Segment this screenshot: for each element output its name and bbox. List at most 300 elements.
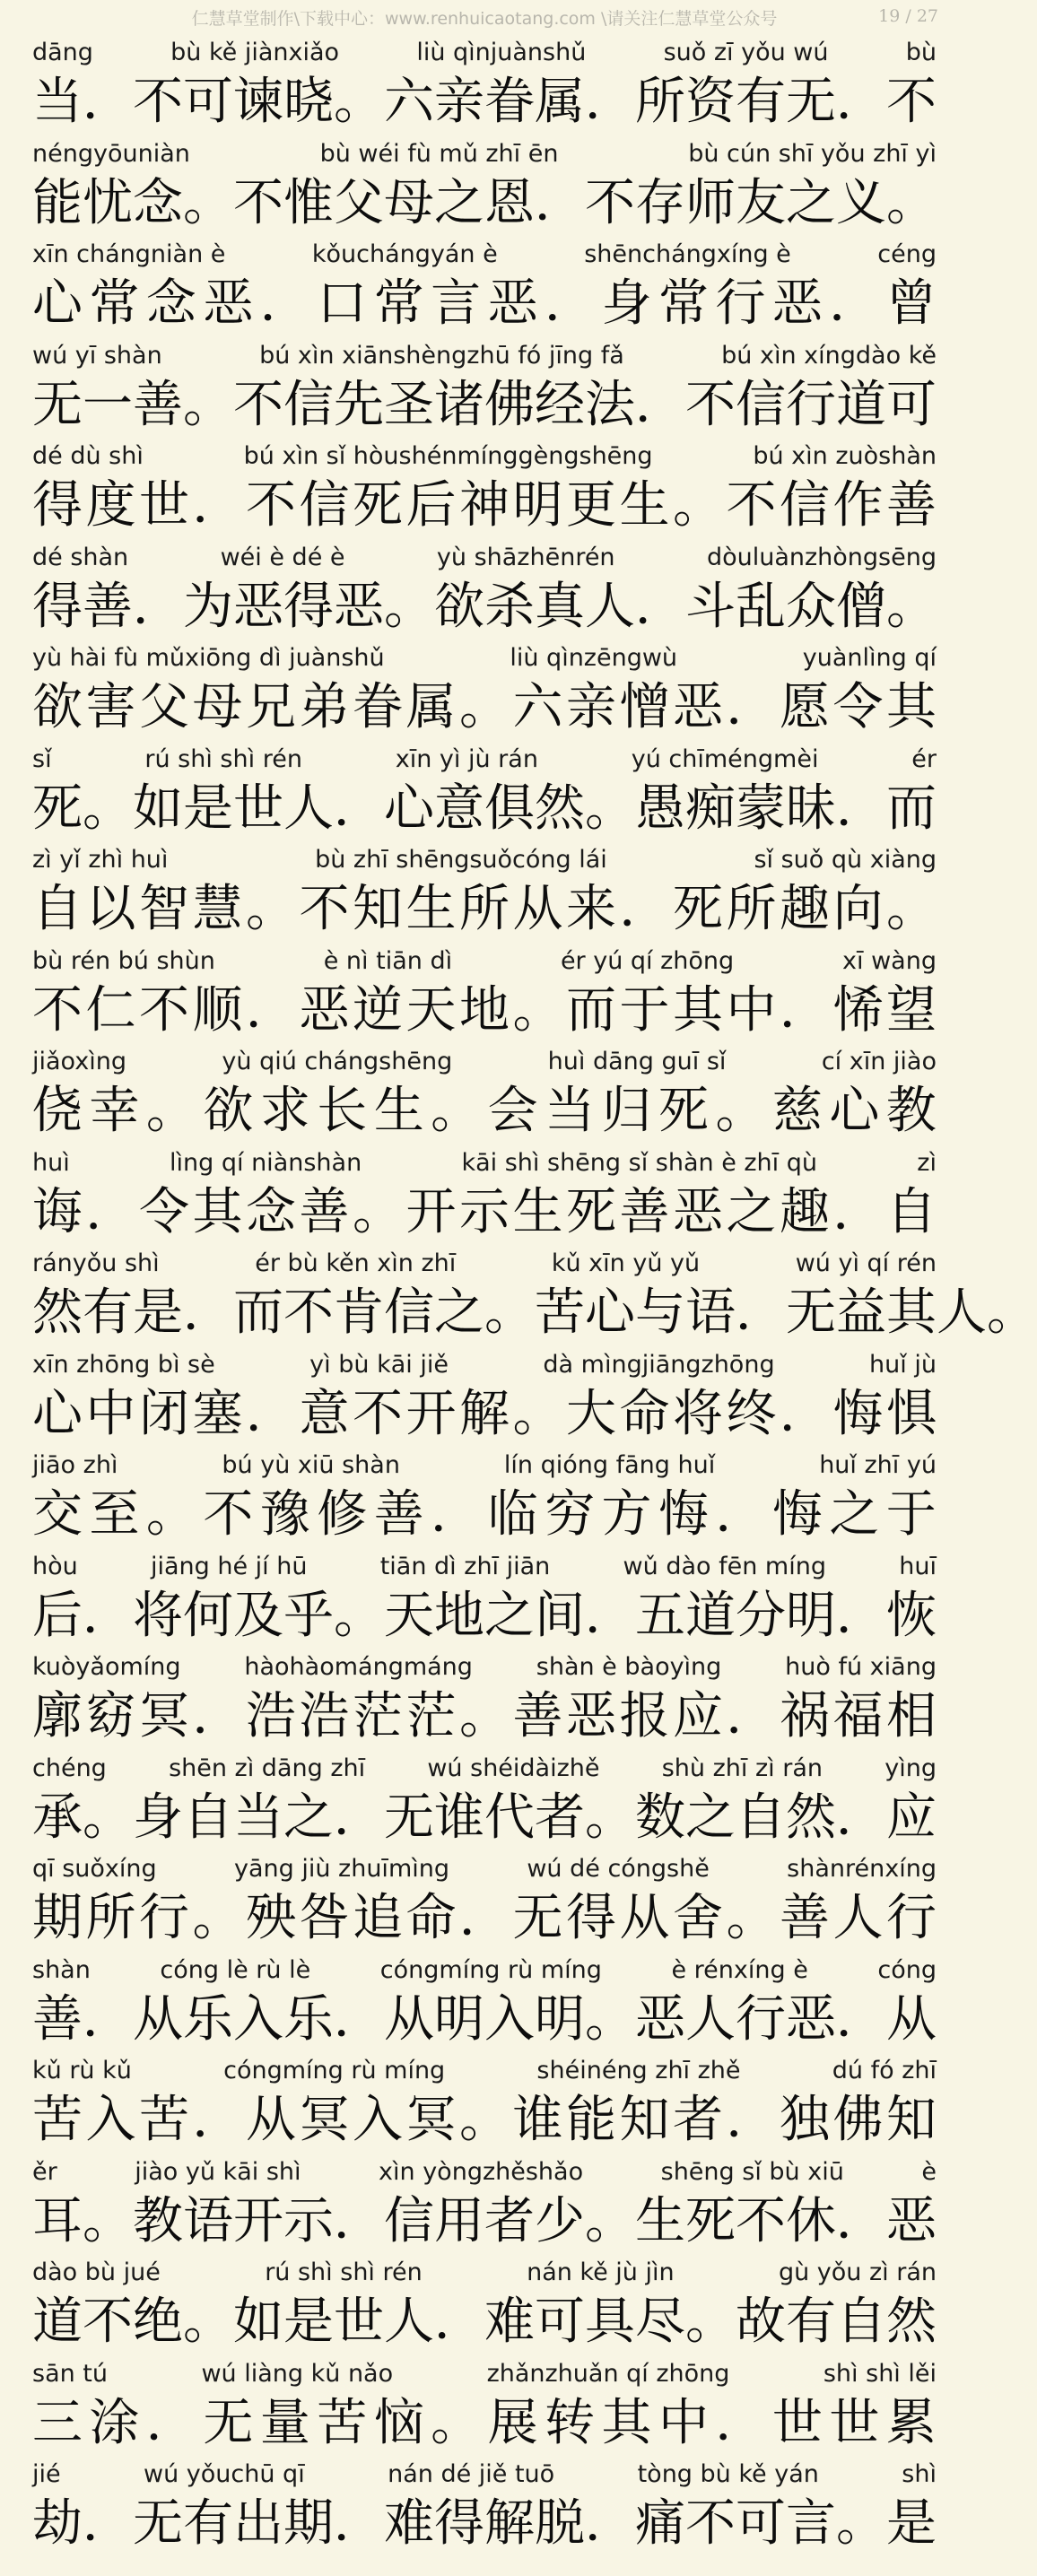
hanzi-char: 得 bbox=[32, 577, 83, 636]
hanzi-char: 将 bbox=[673, 1384, 723, 1443]
text-line bbox=[0, 1950, 969, 2051]
hanzi-char: 诸 bbox=[434, 375, 484, 434]
hanzi-char: 入 bbox=[484, 1989, 535, 2049]
hanzi-char: 侥 bbox=[32, 1082, 83, 1140]
pinyin-group: ěr bbox=[32, 2157, 57, 2186]
hanzi-char: 明 bbox=[535, 1989, 585, 2049]
hanzi-char: 求 bbox=[259, 1082, 310, 1140]
hanzi-char: 从 bbox=[886, 1989, 937, 2049]
hanzi-char: 大 bbox=[566, 1384, 616, 1443]
hanzi-char: 身 bbox=[133, 1788, 183, 1847]
hanzi-char: 开 bbox=[405, 1384, 457, 1443]
pinyin-group: huì dāng guī sǐ bbox=[547, 1048, 727, 1075]
hanzi-char: 故 bbox=[736, 2293, 786, 2351]
hanzi-char: 入 bbox=[233, 1989, 283, 2049]
hanzi-char: 惧 bbox=[886, 1384, 937, 1443]
pinyin-group: jié bbox=[32, 2460, 61, 2488]
hanzi-char: 俱 bbox=[484, 779, 535, 838]
hanzi-char: 自 bbox=[836, 2293, 886, 2351]
text-line bbox=[0, 134, 969, 235]
pinyin-group: dòuluànzhòngsēng bbox=[706, 543, 937, 571]
hanzi-char: 。 bbox=[512, 980, 563, 1040]
hanzi-char: 善 bbox=[512, 1687, 563, 1745]
hanzi-char: 从 bbox=[619, 1889, 670, 1947]
hanzi-char: 欲 bbox=[434, 577, 484, 636]
hanzi-char: 茫 bbox=[353, 1687, 403, 1745]
pinyin-group: bú yù xiū shàn bbox=[222, 1451, 400, 1479]
hanzi-char: 行 bbox=[886, 1889, 937, 1947]
hanzi-char: 承 bbox=[32, 1788, 83, 1847]
hanzi-char: 乱 bbox=[736, 577, 786, 636]
hanzi-char: 圣 bbox=[384, 375, 434, 434]
hanzi-char: 不 bbox=[233, 173, 283, 232]
hanzi-char: 明 bbox=[786, 1586, 836, 1645]
pinyin-group: nán dé jiě tuō bbox=[388, 2460, 555, 2488]
hanzi-char: 曾 bbox=[885, 274, 937, 333]
hanzi-char: 顺 bbox=[192, 980, 243, 1040]
hanzi-char: 信 bbox=[299, 476, 350, 535]
hanzi-char: 众 bbox=[786, 577, 836, 636]
pinyin-group: huī bbox=[899, 1552, 937, 1580]
hanzi-char: 是 bbox=[133, 1284, 183, 1342]
hanzi-char: 欲 bbox=[203, 1082, 254, 1140]
hanzi-char: ． bbox=[535, 173, 585, 232]
hanzi-char: 。 bbox=[484, 1284, 535, 1342]
pinyin-group: wú dé cóngshě bbox=[527, 1855, 710, 1883]
hanzi-char: 。 bbox=[459, 2091, 510, 2149]
hanzi-char: 劫 bbox=[32, 2494, 83, 2553]
hanzi-char: 穷 bbox=[545, 1485, 596, 1544]
text-line bbox=[0, 2454, 969, 2555]
hanzi-char: 三 bbox=[32, 2393, 83, 2452]
pinyin-group: cóng bbox=[877, 1955, 937, 1984]
hanzi-char: 兄 bbox=[246, 678, 296, 736]
hanzi-char: 之 bbox=[786, 173, 836, 232]
hanzi-row bbox=[32, 70, 937, 131]
pinyin-group: shì bbox=[902, 2460, 937, 2488]
hanzi-char: 不 bbox=[133, 73, 183, 131]
hanzi-char: 僧 bbox=[836, 577, 886, 636]
hanzi-char: 神 bbox=[459, 476, 510, 535]
hanzi-char: 行 bbox=[736, 1989, 786, 2049]
pinyin-group: bú xìn zuòshàn bbox=[753, 442, 937, 470]
hanzi-char: 经 bbox=[535, 375, 585, 434]
pinyin-group: huǐ jù bbox=[869, 1350, 937, 1379]
hanzi-row bbox=[32, 1483, 937, 1544]
hanzi-char: 。 bbox=[334, 1586, 384, 1645]
hanzi-char: 意 bbox=[434, 779, 484, 838]
hanzi-char: 母 bbox=[192, 678, 243, 736]
hanzi-char: 无 bbox=[384, 1788, 434, 1847]
hanzi-char: 。 bbox=[384, 577, 434, 636]
hanzi-char: ． bbox=[780, 980, 830, 1040]
hanzi-char: 无 bbox=[203, 2393, 254, 2452]
pinyin-group: wú yǒuchū qī bbox=[144, 2460, 305, 2488]
text-line bbox=[0, 1041, 969, 1143]
hanzi-char: ． bbox=[832, 1182, 884, 1241]
hanzi-char: 。 bbox=[886, 173, 937, 232]
hanzi-char: 仁 bbox=[85, 980, 136, 1040]
hanzi-char: 不 bbox=[726, 476, 777, 535]
hanzi-char: ． bbox=[836, 2191, 886, 2250]
text-line bbox=[0, 1345, 969, 1446]
hanzi-char: 其 bbox=[886, 1284, 937, 1342]
hanzi-char: ． bbox=[334, 2494, 384, 2553]
pinyin-group: bù kě jiànxiǎo bbox=[170, 39, 340, 66]
hanzi-char: 所 bbox=[85, 1889, 136, 1947]
hanzi-char: 长 bbox=[317, 1082, 368, 1140]
hanzi-char: 悔 bbox=[832, 1384, 884, 1443]
pinyin-group: bù rén bú shùn bbox=[32, 946, 215, 975]
hanzi-row bbox=[32, 2391, 937, 2452]
hanzi-char: 浩 bbox=[246, 1687, 296, 1745]
hanzi-char: 语 bbox=[685, 1284, 736, 1342]
hanzi-char: 间 bbox=[535, 1586, 585, 1645]
hanzi-char: ． bbox=[635, 375, 685, 434]
header-title: 仁慧草堂制作\下载中心：www.renhuicaotang.com \请关注仁慧草堂公众号 bbox=[191, 9, 778, 29]
hanzi-char: 无 bbox=[32, 375, 83, 434]
pinyin-group: wǔ dào fēn míng bbox=[623, 1552, 826, 1580]
hanzi-char: ． bbox=[585, 1586, 635, 1645]
hanzi-char: 累 bbox=[885, 2393, 937, 2452]
hanzi-char: 身 bbox=[601, 274, 652, 333]
hanzi-char: ． bbox=[585, 73, 635, 131]
pinyin-group: wú shéidàizhě bbox=[427, 1754, 600, 1782]
hanzi-char: 欲 bbox=[32, 678, 83, 736]
hanzi-char: ． bbox=[736, 1284, 786, 1342]
hanzi-char: 恶 bbox=[487, 274, 538, 333]
pinyin-group: jiāo zhì bbox=[32, 1451, 118, 1479]
hanzi-char: 之 bbox=[484, 1586, 535, 1645]
hanzi-char: 然 bbox=[535, 779, 585, 838]
hanzi-char: 世 bbox=[829, 2393, 880, 2452]
hanzi-char: 可 bbox=[535, 2293, 585, 2351]
pinyin-group: rányǒu shì bbox=[32, 1249, 160, 1277]
hanzi-char: 祸 bbox=[780, 1687, 830, 1745]
hanzi-char: ． bbox=[780, 1384, 830, 1443]
hanzi-char: 。 bbox=[83, 1788, 133, 1847]
hanzi-row bbox=[32, 979, 937, 1040]
hanzi-char: 开 bbox=[233, 2191, 283, 2250]
hanzi-char: ． bbox=[726, 1687, 777, 1745]
hanzi-char: 。 bbox=[585, 779, 635, 838]
hanzi-char: 从 bbox=[246, 2091, 296, 2149]
pinyin-group: zì yǐ zhì huì bbox=[32, 846, 169, 874]
hanzi-row bbox=[32, 373, 937, 434]
hanzi-char: 世 bbox=[233, 779, 283, 838]
pinyin-group: shēn zì dāng zhī bbox=[169, 1754, 366, 1782]
hanzi-char: 恶 bbox=[203, 274, 254, 333]
hanzi-char: 自 bbox=[886, 1182, 937, 1241]
hanzi-char: 晓 bbox=[283, 73, 334, 131]
text-line bbox=[0, 32, 969, 134]
pinyin-group: bù cún shī yǒu zhī yì bbox=[688, 139, 937, 168]
pinyin-group: céng bbox=[877, 240, 937, 268]
hanzi-char: 属 bbox=[535, 73, 585, 131]
hanzi-char: 地 bbox=[459, 980, 510, 1040]
hanzi-char: 脱 bbox=[535, 2494, 585, 2553]
hanzi-char: 行 bbox=[715, 274, 766, 333]
pinyin-group: è nì tiān dì bbox=[323, 946, 453, 975]
hanzi-char: 痴 bbox=[685, 779, 736, 838]
hanzi-char: ． bbox=[83, 1586, 133, 1645]
hanzi-char: 塞 bbox=[192, 1384, 243, 1443]
hanzi-char: 害 bbox=[85, 678, 136, 736]
hanzi-char: 念 bbox=[246, 1182, 296, 1241]
pinyin-group: bú xìn xíngdào kě bbox=[721, 341, 937, 370]
pinyin-group: jiāng hé jí hū bbox=[150, 1552, 308, 1580]
hanzi-char: 念 bbox=[145, 274, 196, 333]
pinyin-group: wú yì qí rén bbox=[795, 1249, 937, 1277]
hanzi-row bbox=[32, 1886, 937, 1947]
hanzi-char: 所 bbox=[726, 880, 777, 938]
pinyin-group: shàn è bàoyìng bbox=[536, 1653, 722, 1681]
hanzi-char: 不 bbox=[203, 1485, 254, 1544]
hanzi-char: 而 bbox=[233, 1284, 283, 1342]
hanzi-char: 人 bbox=[832, 1889, 884, 1947]
hanzi-char: 涂 bbox=[89, 2393, 140, 2452]
pinyin-group: bù zhī shēngsuǒcóng lái bbox=[315, 846, 607, 874]
hanzi-row bbox=[32, 2088, 937, 2149]
hanzi-char: 。 bbox=[183, 173, 233, 232]
hanzi-row bbox=[32, 2492, 937, 2553]
hanzi-char: 恶 bbox=[299, 980, 350, 1040]
hanzi-char: 与 bbox=[635, 1284, 685, 1342]
hanzi-char: 能 bbox=[566, 2091, 616, 2149]
hanzi-char: ． bbox=[836, 1989, 886, 2049]
hanzi-row bbox=[32, 1584, 937, 1645]
pinyin-group: kuòyǎomíng bbox=[32, 1653, 181, 1681]
pinyin-group: shēng sǐ bù xiū bbox=[660, 2157, 844, 2186]
hanzi-char: 善 bbox=[373, 1485, 424, 1544]
hanzi-char: 肯 bbox=[334, 1284, 384, 1342]
hanzi-char: 向 bbox=[832, 880, 884, 938]
pinyin-group: dé dù shì bbox=[32, 442, 144, 470]
hanzi-char: 之 bbox=[434, 1284, 484, 1342]
hanzi-char: 绝 bbox=[133, 2293, 183, 2351]
hanzi-char: 茫 bbox=[405, 1687, 457, 1745]
pinyin-group: kǒuchángyán è bbox=[311, 240, 498, 268]
hanzi-char: 中 bbox=[85, 1384, 136, 1443]
hanzi-char: 有 bbox=[183, 2494, 233, 2553]
pinyin-group: ér yú qí zhōng bbox=[560, 946, 735, 975]
hanzi-char: 示 bbox=[283, 2191, 334, 2250]
hanzi-char: 不 bbox=[886, 73, 937, 131]
hanzi-char: 信 bbox=[736, 375, 786, 434]
hanzi-char: 智 bbox=[139, 880, 189, 938]
pinyin-group: bù wéi fù mǔ zhī ēn bbox=[319, 139, 559, 168]
hanzi-char: 。 bbox=[83, 779, 133, 838]
hanzi-char: 更 bbox=[566, 476, 616, 535]
hanzi-char: 尽 bbox=[635, 2293, 685, 2351]
hanzi-row bbox=[32, 272, 937, 333]
hanzi-char: 心 bbox=[585, 1284, 635, 1342]
hanzi-char: ． bbox=[836, 73, 886, 131]
hanzi-char: ． bbox=[619, 880, 670, 938]
pinyin-group: yù qiú chángshēng bbox=[222, 1048, 453, 1075]
pinyin-group: nán kě jù jìn bbox=[527, 2258, 675, 2286]
hanzi-row bbox=[32, 1786, 937, 1847]
hanzi-char: ． bbox=[246, 980, 296, 1040]
hanzi-char: 其 bbox=[886, 678, 937, 736]
hanzi-char: 恶 bbox=[786, 1989, 836, 2049]
hanzi-char: 独 bbox=[780, 2091, 830, 2149]
hanzi-char: 佛 bbox=[484, 375, 535, 434]
hanzi-char: 生 bbox=[635, 2191, 685, 2250]
pinyin-group: liù qìnjuànshǔ bbox=[416, 39, 587, 66]
hanzi-char: 生 bbox=[512, 1182, 563, 1241]
hanzi-char: 生 bbox=[619, 476, 670, 535]
hanzi-char: 之 bbox=[726, 1182, 777, 1241]
hanzi-char: 者 bbox=[673, 2091, 723, 2149]
hanzi-char: 相 bbox=[886, 1687, 937, 1745]
hanzi-row bbox=[32, 1988, 937, 2049]
hanzi-char: 人 bbox=[937, 1284, 987, 1342]
hanzi-char: 恢 bbox=[886, 1586, 937, 1645]
hanzi-char: 人 bbox=[685, 1989, 736, 2049]
pinyin-group: shéinéng zhī zhě bbox=[536, 2057, 741, 2084]
pinyin-group: yú chīméngmèi bbox=[631, 744, 819, 773]
hanzi-char: 不 bbox=[585, 173, 635, 232]
pinyin-group: cóng lè rù lè bbox=[160, 1955, 311, 1984]
hanzi-char: 如 bbox=[133, 779, 183, 838]
hanzi-char: 悔 bbox=[658, 1485, 709, 1544]
hanzi-char: 趣 bbox=[780, 880, 830, 938]
text-line bbox=[0, 840, 969, 941]
pinyin-group: è rénxíng è bbox=[671, 1955, 808, 1984]
hanzi-char: 福 bbox=[832, 1687, 884, 1745]
hanzi-char: 善 bbox=[299, 1182, 350, 1241]
hanzi-char: 于 bbox=[885, 1485, 937, 1544]
hanzi-char: 入 bbox=[353, 2091, 403, 2149]
hanzi-char: 常 bbox=[89, 274, 140, 333]
hanzi-char: 何 bbox=[183, 1586, 233, 1645]
hanzi-char: 善 bbox=[886, 476, 937, 535]
hanzi-char: 恶 bbox=[886, 2191, 937, 2250]
hanzi-row bbox=[32, 575, 937, 636]
pinyin-group: jiǎoxìng bbox=[32, 1048, 126, 1075]
hanzi-char: ． bbox=[726, 678, 777, 736]
hanzi-char: 其 bbox=[601, 2393, 652, 2452]
hanzi-char: 父 bbox=[334, 173, 384, 232]
hanzi-char: 诲 bbox=[32, 1182, 83, 1241]
pinyin-group: wú yī shàn bbox=[32, 341, 162, 370]
hanzi-char: 无 bbox=[512, 1889, 563, 1947]
hanzi-char: 。 bbox=[183, 375, 233, 434]
hanzi-char: 于 bbox=[619, 980, 670, 1040]
hanzi-char: ． bbox=[192, 1687, 243, 1745]
hanzi-char: 能 bbox=[32, 173, 83, 232]
hanzi-char: 五 bbox=[635, 1586, 685, 1645]
hanzi-char: 友 bbox=[736, 173, 786, 232]
hanzi-char: 弟 bbox=[299, 678, 350, 736]
hanzi-char: 难 bbox=[384, 2494, 434, 2553]
hanzi-row bbox=[32, 877, 937, 938]
hanzi-char: 冥 bbox=[299, 2091, 350, 2149]
hanzi-char: 用 bbox=[434, 2191, 484, 2250]
hanzi-char: ． bbox=[726, 2091, 777, 2149]
pinyin-group: kǔ xīn yǔ yǔ bbox=[551, 1249, 701, 1277]
hanzi-char: 方 bbox=[601, 1485, 652, 1544]
hanzi-char: 言 bbox=[431, 274, 482, 333]
pinyin-group: wú liàng kǔ nǎo bbox=[201, 2359, 394, 2388]
hanzi-char: 言 bbox=[786, 2494, 836, 2553]
pinyin-group: hàohàomángmáng bbox=[244, 1653, 473, 1681]
hanzi-char: 报 bbox=[619, 1687, 670, 1745]
hanzi-char: 自 bbox=[736, 1788, 786, 1847]
hanzi-char: 人 bbox=[283, 779, 334, 838]
hanzi-char: 天 bbox=[405, 980, 457, 1040]
hanzi-char: 乎 bbox=[283, 1586, 334, 1645]
hanzi-char: 恶 bbox=[673, 1182, 723, 1241]
hanzi-char: 恼 bbox=[373, 2393, 424, 2452]
pinyin-group: yù hài fù mǔxiōng dì juànshǔ bbox=[32, 644, 385, 672]
hanzi-char: ． bbox=[334, 1989, 384, 2049]
pinyin-group: shànrénxíng bbox=[787, 1855, 937, 1883]
hanzi-char: 得 bbox=[32, 476, 83, 535]
hanzi-char: 是 bbox=[886, 2494, 937, 2553]
pinyin-group: bú xìn sǐ hòushénmínggèngshēng bbox=[243, 442, 653, 470]
hanzi-char: 死 bbox=[566, 1182, 616, 1241]
hanzi-char: 。 bbox=[83, 2191, 133, 2250]
hanzi-char: ． bbox=[635, 577, 685, 636]
hanzi-char: 口 bbox=[317, 274, 368, 333]
hanzi-char: 真 bbox=[535, 577, 585, 636]
pinyin-group: sǐ suǒ qù xiàng bbox=[754, 846, 937, 874]
hanzi-char: 。 bbox=[585, 1989, 635, 2049]
hanzi-char: 休 bbox=[786, 2191, 836, 2250]
hanzi-char: 悕 bbox=[832, 980, 884, 1040]
pinyin-group: shì shì lěi bbox=[823, 2359, 937, 2388]
hanzi-char: 善 bbox=[619, 1182, 670, 1241]
hanzi-char: 杀 bbox=[484, 577, 535, 636]
text-line bbox=[0, 1243, 1037, 1345]
text-line bbox=[0, 2152, 969, 2253]
hanzi-char: 解 bbox=[484, 2494, 535, 2553]
hanzi-char: ． bbox=[715, 1485, 766, 1544]
hanzi-char: 道 bbox=[836, 375, 886, 434]
hanzi-char: 。 bbox=[673, 476, 723, 535]
hanzi-char: 恶 bbox=[771, 274, 823, 333]
hanzi-char: ． bbox=[133, 577, 183, 636]
hanzi-char: 可 bbox=[886, 375, 937, 434]
hanzi-char: 。 bbox=[987, 1284, 1037, 1342]
pinyin-group: jiào yǔ kāi shì bbox=[135, 2157, 301, 2186]
hanzi-char: 教 bbox=[133, 2191, 183, 2250]
hanzi-char: 不 bbox=[353, 1384, 403, 1443]
hanzi-char: 恶 bbox=[334, 577, 384, 636]
hanzi-char: ． bbox=[259, 274, 310, 333]
hanzi-char: 不 bbox=[233, 375, 283, 434]
text-line bbox=[0, 941, 969, 1042]
hanzi-char: ． bbox=[836, 1788, 886, 1847]
hanzi-row bbox=[32, 777, 937, 838]
hanzi-char: 然 bbox=[786, 1788, 836, 1847]
hanzi-row bbox=[32, 675, 937, 736]
pinyin-group: qī suǒxíng bbox=[32, 1855, 157, 1883]
hanzi-char: 而 bbox=[886, 779, 937, 838]
hanzi-char: 人 bbox=[384, 2293, 434, 2351]
hanzi-char: 道 bbox=[32, 2293, 83, 2351]
hanzi-char: 悔 bbox=[771, 1485, 823, 1544]
hanzi-char: 度 bbox=[85, 476, 136, 535]
pinyin-group: xīn chángniàn è bbox=[32, 240, 226, 268]
hanzi-char: 信 bbox=[283, 375, 334, 434]
hanzi-char: 信 bbox=[780, 476, 830, 535]
hanzi-char: 不 bbox=[83, 2293, 133, 2351]
hanzi-char: 当 bbox=[32, 73, 83, 131]
hanzi-char: 其 bbox=[192, 1182, 243, 1241]
